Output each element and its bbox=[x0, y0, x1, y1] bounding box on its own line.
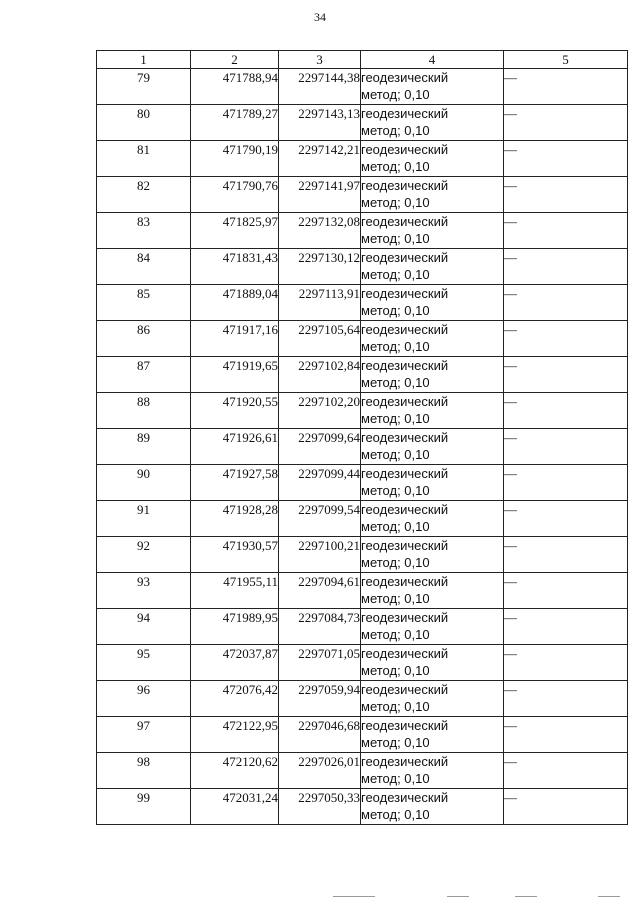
note-dash: — bbox=[504, 717, 628, 753]
method-line-2: метод; 0,10 bbox=[361, 231, 430, 246]
coordinate-x: 472031,24 bbox=[191, 789, 279, 825]
method-line-2: метод; 0,10 bbox=[361, 447, 430, 462]
point-number: 91 bbox=[97, 501, 191, 537]
note-dash: — bbox=[504, 465, 628, 501]
table-row bbox=[97, 465, 628, 501]
coordinate-y: 2297094,61 bbox=[279, 573, 361, 609]
method-line-2: метод; 0,10 bbox=[361, 627, 430, 642]
coordinate-x: 471930,57 bbox=[191, 537, 279, 573]
method-line-1: геодезический bbox=[361, 430, 449, 445]
point-number: 93 bbox=[97, 573, 191, 609]
note-dash: — bbox=[504, 249, 628, 285]
point-number: 95 bbox=[97, 645, 191, 681]
method-accuracy bbox=[361, 69, 504, 105]
point-number: 84 bbox=[97, 249, 191, 285]
point-number: 87 bbox=[97, 357, 191, 393]
method-line-2: метод; 0,10 bbox=[361, 699, 430, 714]
method-line-1: геодезический bbox=[361, 178, 449, 193]
coordinate-x: 471919,65 bbox=[191, 357, 279, 393]
note-dash: — bbox=[504, 357, 628, 393]
method-accuracy bbox=[361, 285, 504, 321]
method-line-2: метод; 0,10 bbox=[361, 771, 430, 786]
method-accuracy bbox=[361, 681, 504, 717]
method-line-1: геодезический bbox=[361, 574, 449, 589]
table-row bbox=[97, 753, 628, 789]
note-dash: — bbox=[504, 681, 628, 717]
coordinate-y: 2297113,91 bbox=[279, 285, 361, 321]
table-row bbox=[97, 213, 628, 249]
point-number: 90 bbox=[97, 465, 191, 501]
method-line-2: метод; 0,10 bbox=[361, 303, 430, 318]
method-accuracy bbox=[361, 501, 504, 537]
method-line-1: геодезический bbox=[361, 214, 449, 229]
point-number: 86 bbox=[97, 321, 191, 357]
table-row bbox=[97, 393, 628, 429]
table-row bbox=[97, 609, 628, 645]
coordinate-x: 472120,62 bbox=[191, 753, 279, 789]
table-row bbox=[97, 645, 628, 681]
method-line-1: геодезический bbox=[361, 106, 449, 121]
method-accuracy bbox=[361, 753, 504, 789]
method-line-2: метод; 0,10 bbox=[361, 339, 430, 354]
method-line-2: метод; 0,10 bbox=[361, 663, 430, 678]
method-line-1: геодезический bbox=[361, 286, 449, 301]
coordinate-x: 471788,94 bbox=[191, 69, 279, 105]
method-line-1: геодезический bbox=[361, 754, 449, 769]
method-line-2: метод; 0,10 bbox=[361, 555, 430, 570]
coordinate-y: 2297132,08 bbox=[279, 213, 361, 249]
method-line-1: геодезический bbox=[361, 250, 449, 265]
note-dash: — bbox=[504, 429, 628, 465]
coordinate-y: 2297099,64 bbox=[279, 429, 361, 465]
point-number: 79 bbox=[97, 69, 191, 105]
page-number: 34 bbox=[314, 10, 326, 24]
method-line-1: геодезический bbox=[361, 790, 449, 805]
point-number: 80 bbox=[97, 105, 191, 141]
note-dash: — bbox=[504, 213, 628, 249]
note-dash: — bbox=[504, 321, 628, 357]
point-number: 82 bbox=[97, 177, 191, 213]
coordinate-y: 2297046,68 bbox=[279, 717, 361, 753]
method-line-1: геодезический bbox=[361, 142, 449, 157]
note-dash: — bbox=[504, 645, 628, 681]
method-accuracy bbox=[361, 249, 504, 285]
method-line-2: метод; 0,10 bbox=[361, 195, 430, 210]
point-number: 99 bbox=[97, 789, 191, 825]
note-dash: — bbox=[504, 393, 628, 429]
point-number: 92 bbox=[97, 537, 191, 573]
note-dash: — bbox=[504, 573, 628, 609]
coordinate-x: 471825,97 bbox=[191, 213, 279, 249]
coordinate-x: 471917,16 bbox=[191, 321, 279, 357]
note-dash: — bbox=[504, 501, 628, 537]
note-dash: — bbox=[504, 753, 628, 789]
coordinate-y: 2297130,12 bbox=[279, 249, 361, 285]
method-accuracy bbox=[361, 789, 504, 825]
point-number: 97 bbox=[97, 717, 191, 753]
coordinate-x: 471790,76 bbox=[191, 177, 279, 213]
method-line-1: геодезический bbox=[361, 682, 449, 697]
table-row bbox=[97, 789, 628, 825]
coordinate-x: 471789,27 bbox=[191, 105, 279, 141]
coordinate-x: 472037,87 bbox=[191, 645, 279, 681]
coordinate-y: 2297100,21 bbox=[279, 537, 361, 573]
table-row bbox=[97, 501, 628, 537]
method-accuracy bbox=[361, 213, 504, 249]
method-line-1: геодезический bbox=[361, 322, 449, 337]
method-line-1: геодезический bbox=[361, 394, 449, 409]
method-accuracy bbox=[361, 429, 504, 465]
method-accuracy bbox=[361, 141, 504, 177]
method-line-2: метод; 0,10 bbox=[361, 159, 430, 174]
coordinate-x: 471831,43 bbox=[191, 249, 279, 285]
method-line-2: метод; 0,10 bbox=[361, 591, 430, 606]
note-dash: — bbox=[504, 537, 628, 573]
method-accuracy bbox=[361, 573, 504, 609]
header-col-3: 3 bbox=[279, 51, 361, 69]
table-row bbox=[97, 249, 628, 285]
coordinate-x: 472076,42 bbox=[191, 681, 279, 717]
method-accuracy bbox=[361, 177, 504, 213]
footer-scan-marks bbox=[0, 896, 640, 900]
method-line-2: метод; 0,10 bbox=[361, 267, 430, 282]
method-accuracy bbox=[361, 357, 504, 393]
coordinate-y: 2297071,05 bbox=[279, 645, 361, 681]
table-body bbox=[97, 69, 628, 825]
header-col-5: 5 bbox=[504, 51, 628, 69]
method-accuracy bbox=[361, 645, 504, 681]
point-number: 88 bbox=[97, 393, 191, 429]
note-dash: — bbox=[504, 141, 628, 177]
table-row bbox=[97, 681, 628, 717]
table-row bbox=[97, 177, 628, 213]
method-line-2: метод; 0,10 bbox=[361, 411, 430, 426]
coordinate-y: 2297142,21 bbox=[279, 141, 361, 177]
coordinate-y: 2297026,01 bbox=[279, 753, 361, 789]
method-line-1: геодезический bbox=[361, 646, 449, 661]
method-line-1: геодезический bbox=[361, 466, 449, 481]
method-line-2: метод; 0,10 bbox=[361, 519, 430, 534]
coordinate-y: 2297099,44 bbox=[279, 465, 361, 501]
coordinate-y: 2297050,33 bbox=[279, 789, 361, 825]
point-number: 85 bbox=[97, 285, 191, 321]
coordinate-x: 471889,04 bbox=[191, 285, 279, 321]
point-number: 98 bbox=[97, 753, 191, 789]
coordinate-x: 472122,95 bbox=[191, 717, 279, 753]
coordinate-y: 2297084,73 bbox=[279, 609, 361, 645]
method-line-1: геодезический bbox=[361, 610, 449, 625]
coordinate-y: 2297141,97 bbox=[279, 177, 361, 213]
note-dash: — bbox=[504, 69, 628, 105]
method-accuracy bbox=[361, 105, 504, 141]
point-number: 96 bbox=[97, 681, 191, 717]
coordinate-y: 2297144,38 bbox=[279, 69, 361, 105]
point-number: 94 bbox=[97, 609, 191, 645]
method-accuracy bbox=[361, 393, 504, 429]
coordinate-x: 471955,11 bbox=[191, 573, 279, 609]
method-line-2: метод; 0,10 bbox=[361, 735, 430, 750]
note-dash: — bbox=[504, 789, 628, 825]
table-row bbox=[97, 429, 628, 465]
method-accuracy bbox=[361, 609, 504, 645]
coordinate-y: 2297099,54 bbox=[279, 501, 361, 537]
coordinate-y: 2297059,94 bbox=[279, 681, 361, 717]
method-accuracy bbox=[361, 465, 504, 501]
method-line-1: геодезический bbox=[361, 718, 449, 733]
coordinate-y: 2297102,20 bbox=[279, 393, 361, 429]
point-number: 81 bbox=[97, 141, 191, 177]
header-col-4: 4 bbox=[361, 51, 504, 69]
method-line-2: метод; 0,10 bbox=[361, 87, 430, 102]
coordinates-table bbox=[96, 50, 628, 825]
coordinate-x: 471926,61 bbox=[191, 429, 279, 465]
table-row bbox=[97, 69, 628, 105]
table-row bbox=[97, 573, 628, 609]
method-line-1: геодезический bbox=[361, 538, 449, 553]
method-accuracy bbox=[361, 717, 504, 753]
point-number: 89 bbox=[97, 429, 191, 465]
table-row bbox=[97, 285, 628, 321]
note-dash: — bbox=[504, 177, 628, 213]
method-line-1: геодезический bbox=[361, 502, 449, 517]
coordinate-x: 471928,28 bbox=[191, 501, 279, 537]
note-dash: — bbox=[504, 609, 628, 645]
method-line-2: метод; 0,10 bbox=[361, 123, 430, 138]
header-col-1: 1 bbox=[97, 51, 191, 69]
table-row bbox=[97, 537, 628, 573]
table-row bbox=[97, 141, 628, 177]
table-row bbox=[97, 321, 628, 357]
coordinate-y: 2297102,84 bbox=[279, 357, 361, 393]
method-line-1: геодезический bbox=[361, 70, 449, 85]
point-number: 83 bbox=[97, 213, 191, 249]
method-line-2: метод; 0,10 bbox=[361, 807, 430, 822]
method-accuracy bbox=[361, 321, 504, 357]
note-dash: — bbox=[504, 105, 628, 141]
method-accuracy bbox=[361, 537, 504, 573]
method-line-2: метод; 0,10 bbox=[361, 483, 430, 498]
table-header-row bbox=[97, 51, 628, 69]
method-line-2: метод; 0,10 bbox=[361, 375, 430, 390]
note-dash: — bbox=[504, 285, 628, 321]
coordinate-x: 471790,19 bbox=[191, 141, 279, 177]
table-row bbox=[97, 105, 628, 141]
coordinate-y: 2297105,64 bbox=[279, 321, 361, 357]
table-row bbox=[97, 357, 628, 393]
header-col-2: 2 bbox=[191, 51, 279, 69]
coordinate-x: 471927,58 bbox=[191, 465, 279, 501]
method-line-1: геодезический bbox=[361, 358, 449, 373]
coordinate-x: 471920,55 bbox=[191, 393, 279, 429]
coordinate-x: 471989,95 bbox=[191, 609, 279, 645]
table-row bbox=[97, 717, 628, 753]
coordinate-y: 2297143,13 bbox=[279, 105, 361, 141]
